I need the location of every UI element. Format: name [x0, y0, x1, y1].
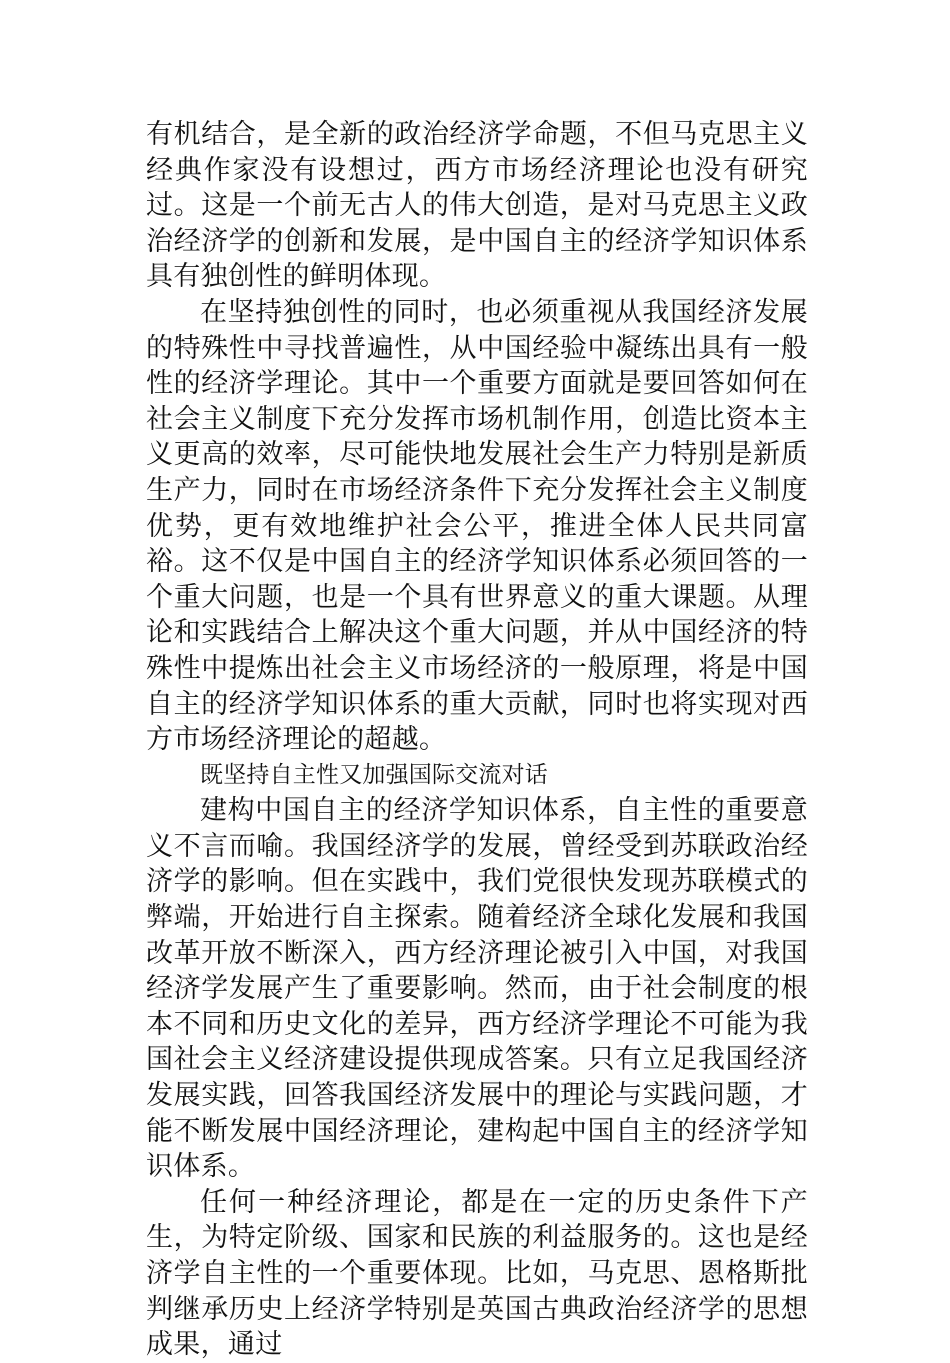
paragraph-economic-theory: 任何一种经济理论，都是在一定的历史条件下产生，为特定阶级、国家和民族的利益服务的。这也是经济学自主性的一个重要体现。比如，马克思、恩格斯批判继承历史上经济学特别是英国古典政治经济学的思想成果，通过: [146, 1186, 808, 1361]
paragraph-continuation: 有机结合，是全新的政治经济学命题，不但马克思主义经典作家没有设想过，西方市场经济理论也没有研究过。这是一个前无古人的伟大创造，是对马克思主义政治经济学的创新和发展，是中国自主的经济学知识体系具有独创性的鲜明体现。: [146, 119, 808, 293]
document-page: [146, 117, 808, 1363]
paragraph-autonomy: 建构中国自主的经济学知识体系，自主性的重要意义不言而喻。我国经济学的发展，曾经受到苏联政治经济学的影响。但在实践中，我们党很快发现苏联模式的弊端，开始进行自主探索。随着经济全球化发展和我国改革开放不断深入，西方经济理论被引入中国，对我国经济学发展产生了重要影响。然而，由于社会制度的根本不同和历史文化的差异，西方经济学理论不可能为我国社会主义经济建设提供现成答案。只有立足我国经济发展实践，回答我国经济发展中的理论与实践问题，才能不断发展中国经济理论，建构起中国自主的经济学知识体系。: [146, 795, 808, 1183]
paragraph-originality: 在坚持独创性的同时，也必须重视从我国经济发展的特殊性中寻找普遍性，从中国经验中凝练出具有一般性的经济学理论。其中一个重要方面就是要回答如何在社会主义制度下充分发挥市场机制作用，创造比资本主义更高的效率，尽可能快地发展社会生产力特别是新质生产力，同时在市场经济条件下充分发挥社会主义制度优势，更有效地维护社会公平，推进全体人民共同富裕。这不仅是中国自主的经济学知识体系必须回答的一个重大问题，也是一个具有世界意义的重大课题。从理论和实践结合上解决这个重大问题，并从中国经济的特殊性中提炼出社会主义市场经济的一般原理，将是中国自主的经济学知识体系的重大贡献，同时也将实现对西方市场经济理论的超越。: [146, 296, 808, 756]
section-heading: 既坚持自主性又加强国际交流对话: [200, 761, 548, 788]
